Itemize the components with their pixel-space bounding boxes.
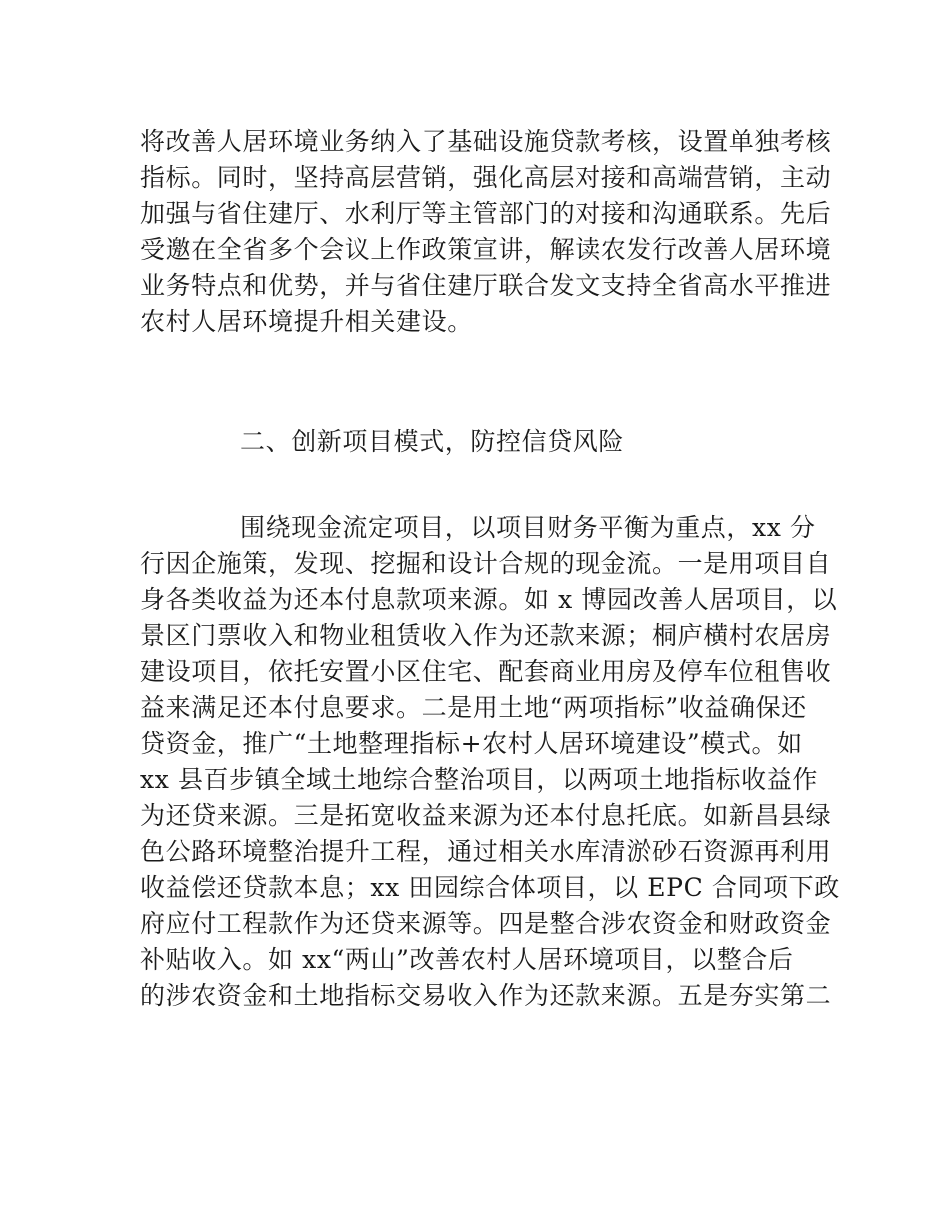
paragraph-line: 加强与省住建厅、水利厅等主管部门的对接和沟通联系。先后	[140, 199, 832, 228]
paragraph-line: 围绕现金流定项目，以项目财务平衡为重点，xx 分	[240, 513, 816, 542]
paragraph-line: 指标。同时，坚持高层营销，强化高层对接和高端营销，主动	[140, 163, 832, 192]
paragraph-line: 收益偿还贷款本息；xx 田园综合体项目，以 EPC 合同项下政	[140, 873, 840, 902]
paragraph-line: 补贴收入。如 xx“两山”改善农村人居环境项目，以整合后	[140, 945, 794, 974]
paragraph-line: 景区门票收入和物业租赁收入作为还款来源；桐庐横村农居房	[140, 621, 832, 650]
paragraph-line: 农村人居环境提升相关建设。	[140, 307, 473, 336]
paragraph-line: 建设项目，依托安置小区住宅、配套商业用房及停车位租售收	[140, 657, 832, 686]
paragraph-line: 身各类收益为还本付息款项来源。如 x 博园改善人居项目，以	[140, 585, 838, 614]
paragraph-line: 受邀在全省多个会议上作政策宣讲，解读农发行改善人居环境	[140, 235, 832, 264]
paragraph-line: 业务特点和优势，并与省住建厅联合发文支持全省高水平推进	[140, 271, 832, 300]
paragraph-line: 为还贷来源。三是拓宽收益来源为还本付息托底。如新昌县绿	[140, 801, 832, 830]
paragraph-line: 色公路环境整治提升工程，通过相关水库清淤砂石资源再利用	[140, 837, 832, 866]
paragraph-line: 将改善人居环境业务纳入了基础设施贷款考核，设置单独考核	[140, 127, 832, 156]
paragraph-line: 的涉农资金和土地指标交易收入作为还款来源。五是夯实第二	[140, 981, 832, 1010]
paragraph-line: xx 县百步镇全域土地综合整治项目，以两项土地指标收益作	[140, 765, 818, 794]
paragraph-line: 贷资金，推广“土地整理指标+农村人居环境建设”模式。如	[140, 729, 803, 758]
paragraph-line: 益来满足还本付息要求。二是用土地“两项指标”收益确保还	[140, 693, 807, 722]
section-heading: 二、创新项目模式，防控信贷风险	[240, 427, 625, 456]
paragraph-line: 行因企施策，发现、挖掘和设计合规的现金流。一是用项目自	[140, 549, 832, 578]
paragraph-line: 府应付工程款作为还贷来源等。四是整合涉农资金和财政资金	[140, 909, 832, 938]
